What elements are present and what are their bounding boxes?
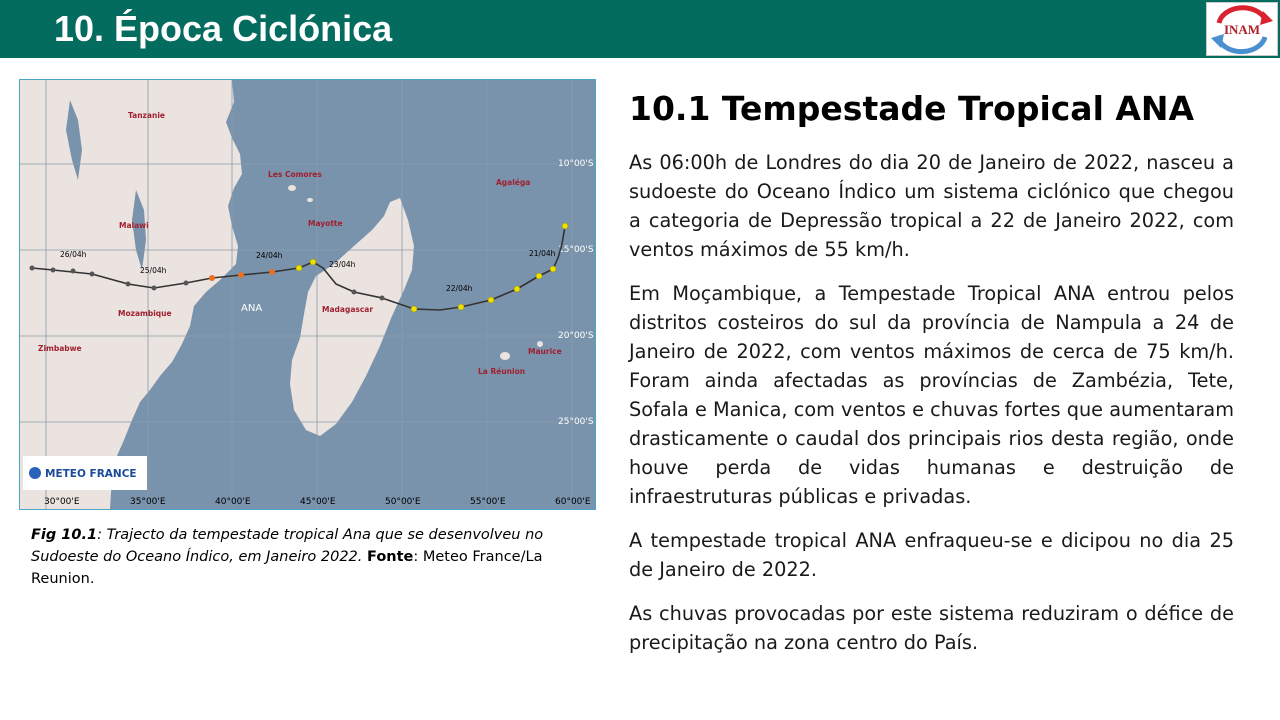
section-title: 10.1 Tempestade Tropical ANA [629, 89, 1195, 128]
date-26: 26/04h [60, 250, 87, 259]
caption-text: : Trajecto da tempestade tropical Ana que se desenvolveu no Sudoeste do Oceano Índico, em Janeiro 2022. [31, 527, 544, 565]
date-24: 24/04h [256, 251, 283, 260]
caption-source-text: : Meteo France/La Reunion. [31, 549, 543, 587]
date-25: 25/04h [140, 266, 167, 275]
slide-title: 10. Época Ciclónica [54, 8, 393, 49]
place-agalega: Agaléga [496, 178, 531, 187]
paragraph-3: A tempestade tropical ANA enfraqueu-se e dicipou no dia 25 de Janeiro de 2022. [629, 529, 1234, 581]
paragraph-1: As 06:00h de Londres do dia 20 de Janeiro de 2022, nasceu a sudoeste do Oceano Índico um sistema ciclónico que chegou a categoria de Depressão tropical a 22 de Janeiro 2022, com ventos máximos de 55 km/h. [629, 151, 1234, 261]
cyclone-track-map [19, 79, 596, 510]
lon-label-35e: 35°00'E [130, 497, 166, 507]
map-graphic [20, 80, 595, 509]
lon-label-45e: 45°00'E [300, 497, 336, 507]
lon-label-30e: 30°00'E [44, 497, 80, 507]
body-text [629, 148, 1234, 672]
inam-logo-graphic [1207, 3, 1277, 55]
place-maurice: Maurice [528, 347, 562, 356]
lon-label-50e: 50°00'E [385, 497, 421, 507]
paragraph-2: Em Moçambique, a Tempestade Tropical ANA entrou pelos distritos costeiros do sul da província de Nampula a 24 de Janeiro de 2022, com ventos máximos de cerca de 75 km/h. Foram ainda afectadas as províncias de Zambézia, Tete, Sofala e Manica, com ventos e chuvas fortes que aumentaram drasticamente o caudal dos principais rios desta região, onde houve perda de vidas humanas e destruição de infraestruturas públicas e privadas. [629, 282, 1234, 508]
figure-caption [31, 524, 576, 590]
storm-name-label: ANA [241, 303, 263, 314]
meteo-france-icon [29, 467, 41, 479]
place-comores: Les Comores [268, 170, 322, 179]
place-mayotte: Mayotte [308, 219, 343, 228]
inam-logo [1206, 2, 1278, 56]
caption-source-label: Fonte [367, 549, 414, 565]
place-mozambique: Mozambique [118, 309, 172, 318]
date-21: 21/04h [529, 249, 556, 258]
place-zimbabwe: Zimbabwe [38, 344, 82, 353]
logo-text: INAM [1223, 22, 1261, 37]
place-malawi: Malawi [119, 221, 149, 230]
lat-label-10s: 10°00'S [558, 159, 594, 169]
lon-label-55e: 55°00'E [470, 497, 506, 507]
place-tanzanie: Tanzanie [128, 111, 165, 120]
lon-label-60e: 60°00'E [555, 497, 591, 507]
credit-text: METEO FRANCE [45, 468, 137, 480]
caption-fig-label: Fig 10.1 [31, 527, 98, 543]
paragraph-4: As chuvas provocadas por este sistema reduziram o défice de precipitação na zona centro do País. [629, 602, 1234, 654]
lat-label-25s: 25°00'S [558, 417, 594, 427]
title-bar [0, 0, 1280, 58]
lon-label-40e: 40°00'E [215, 497, 251, 507]
lat-label-15s: 15°00'S [558, 245, 594, 255]
date-23: 23/04h [329, 260, 356, 269]
date-22: 22/04h [446, 284, 473, 293]
place-reunion: La Réunion [478, 367, 526, 376]
lat-label-20s: 20°00'S [558, 331, 594, 341]
place-madagascar: Madagascar [322, 305, 374, 314]
